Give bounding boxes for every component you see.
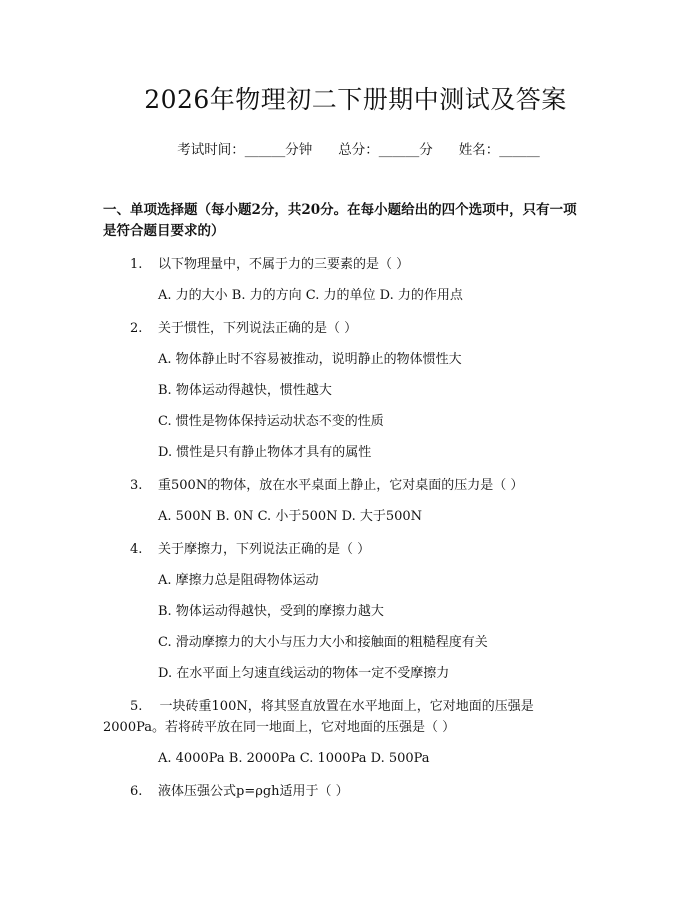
- question-2-option-b: B. 物体运动得越快，惯性越大: [158, 383, 332, 398]
- exam-info-line: [103, 140, 608, 160]
- question-5-line-1: 5. 一块砖重100N，将其竖直放置在水平地面上，它对地面的压强是: [130, 699, 534, 714]
- question-1-options: A. 力的大小 B. 力的方向 C. 力的单位 D. 力的作用点: [158, 288, 463, 303]
- exam-title: 2026年物理初二下册期中测试及答案: [144, 85, 567, 114]
- question-5: [103, 696, 608, 769]
- question-3-options: A. 500N B. 0N C. 小于500N D. 大于500N: [158, 509, 423, 524]
- question-4-option-b: B. 物体运动得越快，受到的摩擦力越大: [158, 604, 384, 619]
- question-2-text: 关于惯性，下列说法正确的是（ ）: [158, 321, 358, 336]
- question-3-number: 3.: [130, 478, 143, 493]
- question-2-option-c: C. 惯性是物体保持运动状态不变的性质: [158, 414, 384, 429]
- section-1-header-line-2: 是符合题目要求的）: [103, 223, 225, 239]
- question-4: [103, 539, 608, 684]
- question-2-option-d: D. 惯性是只有静止物体才具有的属性: [158, 445, 372, 460]
- question-3-stem: [103, 475, 608, 496]
- question-6-number: 6.: [130, 784, 143, 799]
- question-4-text: 关于摩擦力，下列说法正确的是（ ）: [158, 542, 371, 557]
- question-5-options: A. 4000Pa B. 2000Pa C. 1000Pa D. 500Pa: [158, 751, 430, 766]
- question-1-number: 1.: [130, 257, 143, 272]
- question-1-stem: [103, 254, 608, 275]
- exam-time-field: 考试时间：______分钟: [177, 142, 313, 158]
- question-2-stem: [103, 318, 608, 339]
- question-4-option-c: C. 滑动摩擦力的大小与压力大小和接触面的粗糙程度有关: [158, 635, 488, 650]
- question-1-text: 以下物理量中，不属于力的三要素的是（ ）: [158, 257, 410, 272]
- question-6-stem: [103, 781, 608, 802]
- question-4-option-d: D. 在水平面上匀速直线运动的物体一定不受摩擦力: [158, 666, 450, 681]
- question-3-text: 重500N的物体，放在水平桌面上静止，它对桌面的压力是（ ）: [158, 478, 524, 493]
- question-2-option-a: A. 物体静止时不容易被推动，说明静止的物体惯性大: [158, 352, 462, 367]
- total-score-field: 总分：______分: [338, 142, 433, 158]
- question-6: [103, 781, 608, 802]
- question-6-text: 液体压强公式p=ρgh适用于（ ）: [158, 784, 349, 799]
- question-1: [103, 254, 608, 306]
- question-4-stem: [103, 539, 608, 560]
- question-2: [103, 318, 608, 463]
- question-4-option-a: A. 摩擦力总是阻碍物体运动: [158, 573, 319, 588]
- question-5-stem: [103, 696, 608, 738]
- question-4-number: 4.: [130, 542, 143, 557]
- question-3: [103, 475, 608, 527]
- section-1-header: [103, 200, 608, 242]
- section-1-header-line-1: 一、单项选择题（每小题2分，共20分。在每小题给出的四个选项中，只有一项: [103, 202, 577, 218]
- question-2-number: 2.: [130, 321, 143, 336]
- question-5-line-2: 2000Pa。若将砖平放在同一地面上，它对地面的压强是（ ）: [103, 720, 456, 735]
- student-name-field: 姓名：______: [458, 142, 540, 158]
